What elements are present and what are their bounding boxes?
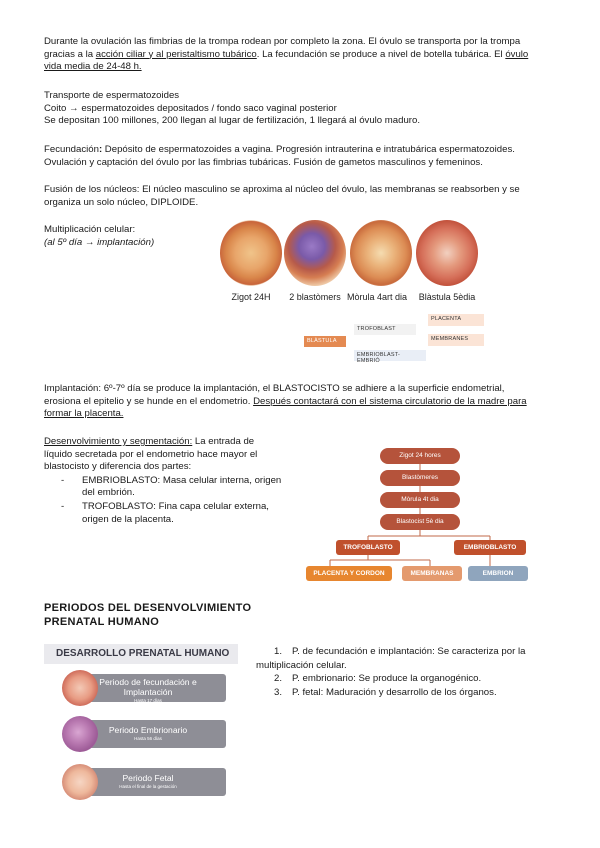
period-card-title-2: Implantación — [123, 687, 173, 697]
flow-branch-embrioblasto: EMBRIOBLASTO — [454, 540, 526, 555]
implantacion-text: erosiona el epitelio y se hunde en el endometrio. — [44, 395, 254, 407]
periodos-title-line-2: PRENATAL HUMANO — [44, 616, 160, 628]
list-text: P. embrionario: Se produce la organogénico. — [292, 673, 482, 684]
periodos-title-line-1: PERIODOS DEL DESENVOLVIMIENTO — [44, 602, 252, 614]
desenvolvimiento-line-2: líquido secretada por el endometrio hace mayor el — [44, 448, 258, 460]
flow-leaf-placenta: PLACENTA Y CORDON — [306, 566, 392, 581]
bullet-text-2: del embrión. — [82, 487, 135, 499]
period-card-sub: Hasta el final de la gestación — [119, 784, 177, 789]
fecundacion-section — [44, 144, 556, 169]
bullet-text-2: origen de la placenta. — [82, 513, 174, 525]
flow-node-blastomeres: Blastòmeres — [380, 470, 460, 486]
periodos-list-item — [256, 686, 556, 700]
period-card-title: Periodo Fetal — [122, 773, 174, 783]
implantacion-section — [44, 383, 556, 421]
transport-line-2: Se depositan 100 millones, 200 llegan al lugar de fertilización, 1 llegará al óvulo maduro. — [44, 115, 420, 127]
fecundacion-text: Depósito de espermatozoides a vagina. Progresión intrauterina e intratubárica espermatozoides. — [102, 144, 515, 155]
stage-caption-zigot: Zigot 24H — [231, 292, 271, 302]
periodos-list-item — [256, 672, 556, 686]
embryo-icon — [62, 716, 98, 752]
list-text-2: multiplicación celular. — [256, 659, 347, 671]
flow-node-morula: Mòrula 4t dia — [380, 492, 460, 508]
period-card-sub: Hasta 17 días — [134, 698, 162, 703]
intro-text: gracias a la — [44, 48, 96, 60]
bullet-dash: - — [61, 500, 65, 512]
stage-caption-morula: Mòrula 4art dia — [346, 292, 408, 302]
implantacion-line-2 — [44, 396, 556, 409]
flow-leaf-membranas: MEMBRANAS — [402, 566, 462, 581]
list-number: 1. — [274, 646, 283, 657]
transport-heading: Transporte de espermatozoides — [44, 90, 180, 101]
bullet-dash: - — [61, 474, 65, 486]
period-card-title: Periodo de fecundación e — [99, 677, 197, 687]
bullet-text: TROFOBLASTO: Fina capa celular externa, — [82, 500, 269, 512]
prenatal-banner: DESARROLLO PRENATAL HUMANO — [44, 644, 238, 664]
implantacion-line-3: formar la placenta. — [44, 408, 124, 420]
blastula-image — [416, 220, 478, 286]
flow-node-zigot: Zigot 24 hores — [380, 448, 460, 464]
bullet-item — [44, 501, 284, 526]
list-text: P. fetal: Maduración y desarrollo de los órganos. — [292, 686, 497, 698]
intro-paragraph — [44, 36, 556, 74]
periodos-list-item — [256, 645, 556, 672]
intro-line-3: vida media de 24-48 h. — [44, 61, 142, 73]
list-number: 3. — [274, 686, 283, 698]
fecundacion-icon — [62, 670, 98, 706]
label-embrioblast: EMBRIOBLAST- EMBRIÓ — [354, 350, 426, 361]
fecundacion-label: Fecundación — [44, 144, 99, 155]
period-card-sub: Hasta 56 días — [134, 736, 162, 741]
desenvolvimiento-section — [44, 436, 284, 526]
intro-text-2: . La fecundación se produce a nivel de botella tubárica. El — [256, 48, 506, 60]
intro-line-2 — [44, 49, 556, 62]
list-number: 2. — [274, 673, 283, 684]
implantacion-underline: Después contactará con el sistema circulatorio de la madre para — [253, 395, 527, 407]
list-text: P. de fecundación e implantación: Se caracteriza por la — [292, 646, 526, 657]
zigot-image — [220, 220, 282, 286]
desenvolvimiento-title: Desenvolvimiento y segmentación: — [44, 436, 193, 447]
period-card-title: Periodo Embrionario — [108, 725, 188, 735]
bullet-item — [44, 475, 284, 500]
fecundacion-line-2: Ovulación y captación del óvulo por las fimbrias tubáricas. Fusión de gametos masculinos y femeninos. — [44, 156, 483, 168]
fusion-line-1: Fusión de los núcleos: El núcleo masculino se aproxima al núcleo del óvulo, las membranas se reabsorben y se — [44, 184, 520, 195]
multiplicacion-subtitle: (al 5º día → implantación) — [44, 236, 155, 248]
desenvolvimiento-text: La entrada de — [192, 436, 255, 447]
desenvolvimiento-line-1 — [44, 436, 284, 449]
fecundacion-line-1 — [44, 144, 556, 157]
transport-line-1: Coito → espermatozoides depositados / fondo saco vaginal posterior — [44, 102, 337, 114]
fusion-section — [44, 184, 556, 209]
label-trofoblast: TROFOBLAST — [354, 324, 416, 335]
label-placenta: PLACENTA — [428, 314, 484, 326]
multiplicacion-section — [44, 224, 214, 249]
flow-leaf-embrion: EMBRION — [468, 566, 528, 581]
intro-line-1: Durante la ovulación las fimbrias de la trompa rodean por completo la zona. El óvulo se transporta por la trompa — [44, 36, 521, 47]
transport-section — [44, 90, 556, 128]
stage-caption-blastula: Blàstula 5èdia — [418, 292, 476, 302]
bullet-text: EMBRIOBLASTO: Masa celular interna, origen — [82, 474, 282, 486]
implantacion-line-1: Implantación: 6º-7º día se produce la implantación, el BLASTOCISTO se adhiere a la superficie endometrial, — [44, 383, 505, 394]
flow-branch-trofoblasto: TROFOBLASTO — [336, 540, 400, 555]
fusion-line-2: organiza un solo núcleo, DIPLOIDE. — [44, 196, 199, 208]
fecundacion-colon: : — [98, 144, 103, 155]
fetus-icon — [62, 764, 98, 800]
intro-underline-cilia: acción ciliar y al peristaltismo tubárico — [95, 48, 257, 60]
flow-node-blastocist: Blastocist 5è dia — [380, 514, 460, 530]
intro-underline-ovulo: óvulo — [505, 48, 529, 60]
desenvolvimiento-line-3: blastocisto y diferencia dos partes: — [44, 461, 192, 473]
periodos-list — [256, 645, 556, 699]
stage-caption-blastomers: 2 blastòmers — [289, 292, 341, 302]
label-membranes: MEMBRANES — [428, 334, 484, 346]
two-blastomers-image — [284, 220, 346, 286]
multiplicacion-title: Multiplicación celular: — [44, 224, 136, 235]
label-blastula: BLÀSTULA — [304, 336, 346, 347]
morula-image — [350, 220, 412, 286]
